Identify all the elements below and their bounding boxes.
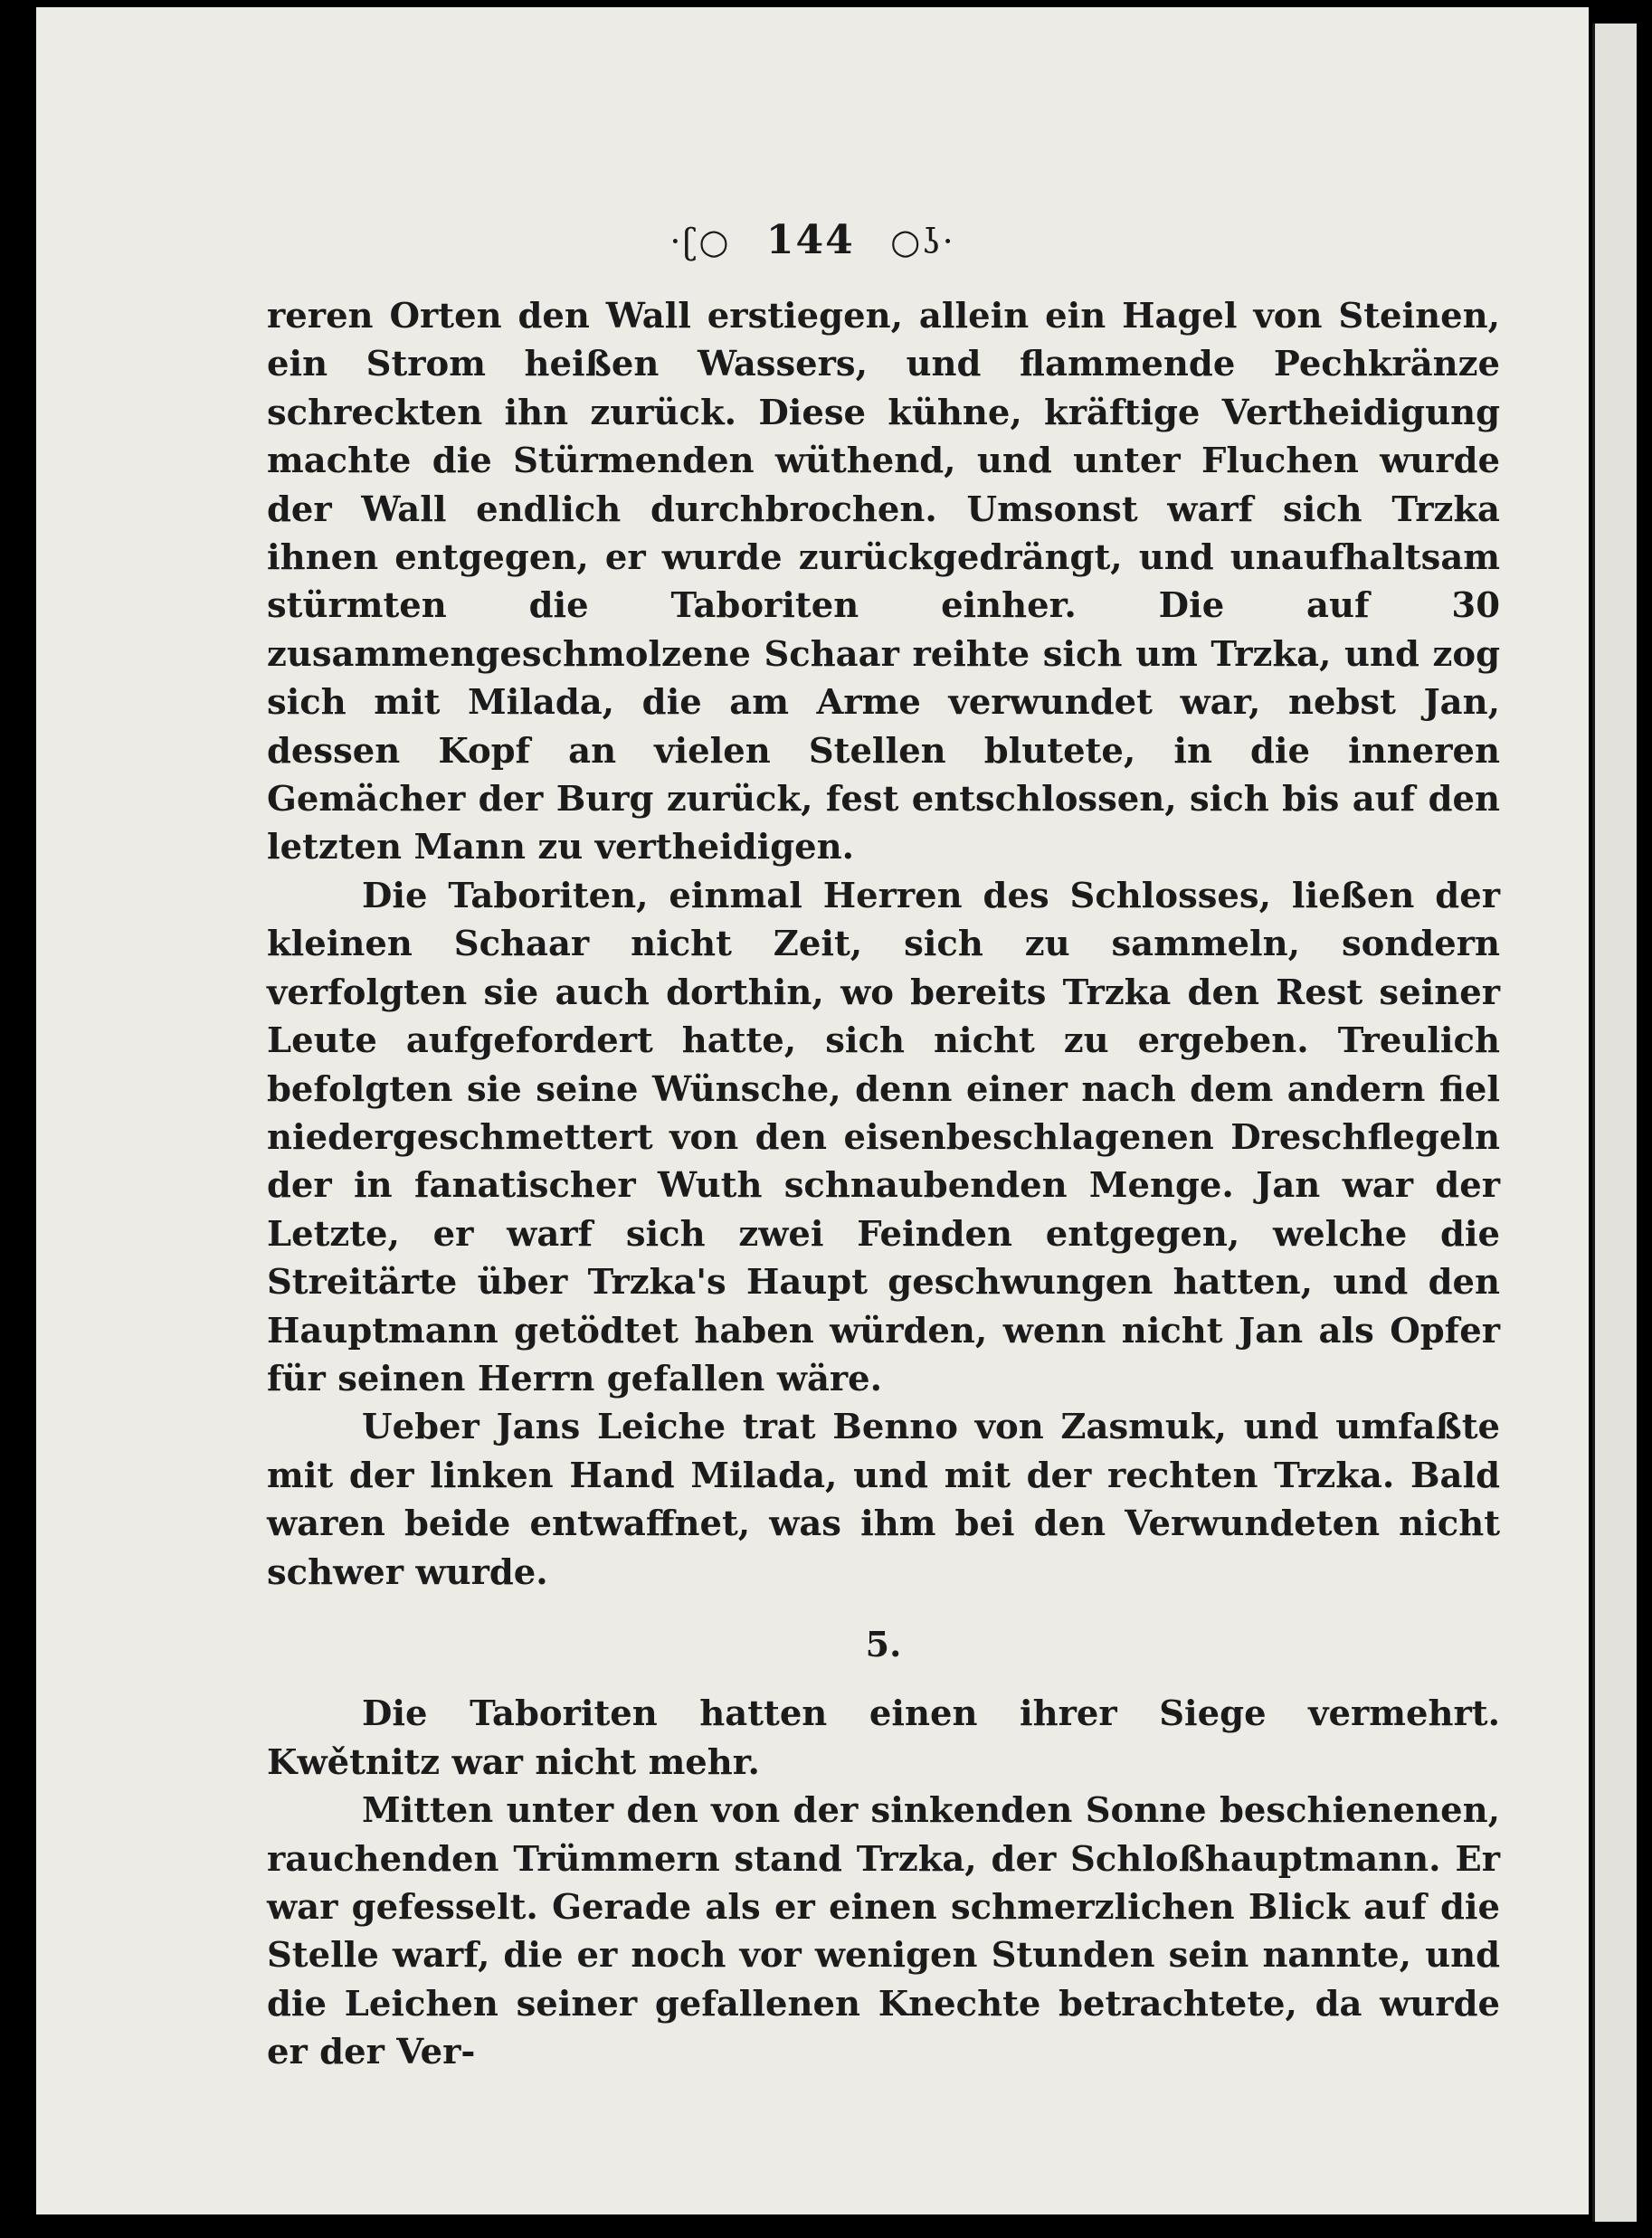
adjacent-page-edge [1592, 24, 1637, 2222]
body-text [267, 292, 1500, 2077]
page-number: 144 [765, 217, 855, 263]
section-number: 5. [865, 1623, 902, 1664]
page-header [36, 217, 1589, 263]
ornament-left-icon: ·ʗ○ [669, 222, 731, 261]
paragraph-4: Die Taboriten hatten einen ihrer Siege vermehrt. Kwětnitz war nicht mehr. [267, 1693, 1500, 1783]
paragraph-5: Mitten unter den von der sinkenden Sonne beschienenen, rauchenden Trümmern stand Trzka, der Schloßhauptmann. Er war gefesselt. Gerade als er einen schmerzlichen Blick auf die Stelle warf, die er noch vor wenigen Stunden sein nannte, und die Leichen seiner gefallenen Knechte betrachtete, da wurde er der Ver- [267, 1790, 1500, 2073]
paragraph-3: Ueber Jans Leiche trat Benno von Zasmuk, und umfaßte mit der linken Hand Milada, und mit der rechten Trzka. Bald waren beide entwaffnet, was ihm bei den Verwundeten nicht schwer wurde. [267, 1407, 1500, 1593]
ornament-right-icon: ○ʖ· [890, 222, 955, 261]
book-page [36, 7, 1589, 2214]
paragraph-2: Die Taboriten, einmal Herren des Schlosses, ließen der kleinen Schaar nicht Zeit, sich zu sammeln, sondern verfolgten sie auch dorthin, wo bereits Trzka den Rest seiner Leute aufgefordert hatte, sich nicht zu ergeben. Treulich befolgten sie seine Wünsche, denn einer nach dem andern fiel niedergeschmettert von den eisenbeschlagenen Dreschflegeln der in fanatischer Wuth schnaubenden Menge. Jan war der Letzte, er warf sich zwei Feinden entgegen, welche die Streitärte über Trzka's Haupt geschwungen hatten, und den Hauptmann getödtet haben würden, wenn nicht Jan als Opfer für seinen Herrn gefallen wäre. [267, 875, 1500, 1399]
paragraph-1: reren Orten den Wall erstiegen, allein ein Hagel von Steinen, ein Strom heißen Wassers, und flammende Pechkränze schreckten ihn zurück. Diese kühne, kräftige Vertheidigung machte die Stürmenden wüthend, und unter Fluchen wurde der Wall endlich durchbrochen. Umsonst warf sich Trzka ihnen entgegen, er wurde zurückgedrängt, und unaufhaltsam stürmten die Taboriten einher. Die auf 30 zusammengeschmolzene Schaar reihte sich um Trzka, und zog sich mit Milada, die am Arme verwundet war, nebst Jan, dessen Kopf an vielen Stellen blutete, in die inneren Gemächer der Burg zurück, fest entschlossen, sich bis auf den letzten Mann zu vertheidigen. [267, 296, 1500, 868]
